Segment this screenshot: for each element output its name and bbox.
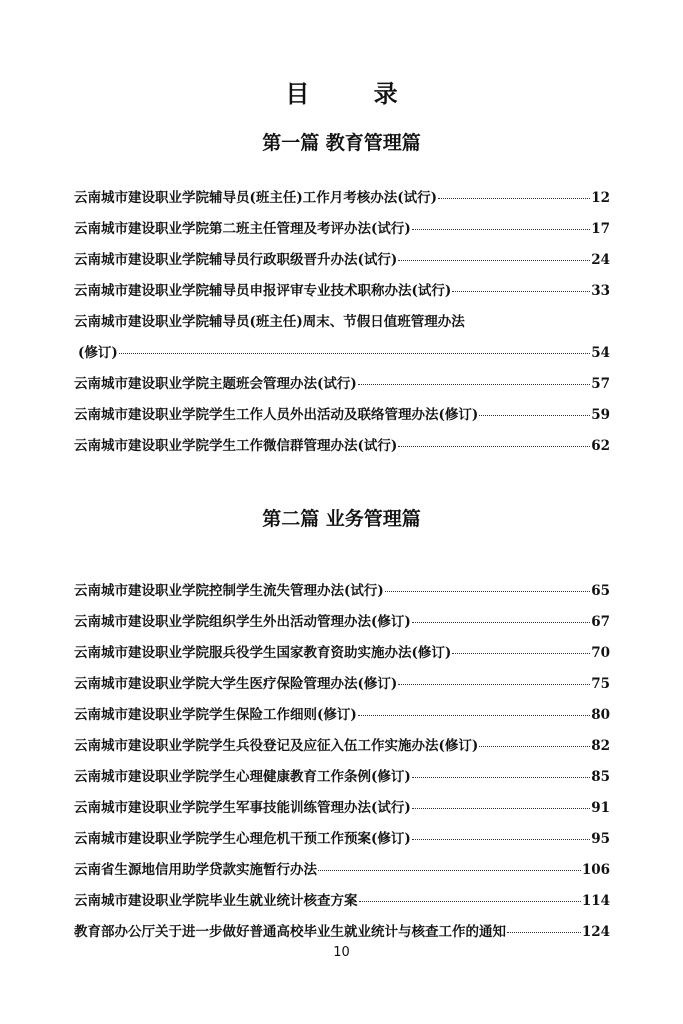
toc-entry-page: 12	[591, 190, 610, 206]
toc-entry[interactable]	[74, 827, 610, 858]
toc-entry-page: 85	[591, 769, 610, 785]
toc-entry-page: 24	[591, 252, 610, 268]
toc-leader	[412, 622, 590, 623]
toc-entry-page: 54	[591, 345, 610, 361]
toc-list-business	[74, 579, 610, 951]
toc-entry[interactable]	[74, 403, 610, 434]
toc-entry-title: 云南城市建设职业学院学生工作微信群管理办法(试行)	[74, 438, 398, 454]
toc-entry-title: 云南省生源地信用助学贷款实施暂行办法	[74, 862, 317, 878]
toc-entry-page: 80	[591, 707, 610, 723]
toc-entry-page: 59	[591, 407, 610, 423]
toc-entry-page: 124	[581, 924, 610, 940]
toc-entry-page: 67	[591, 614, 610, 630]
toc-entry-page: 82	[591, 738, 610, 754]
toc-entry[interactable]	[74, 434, 610, 465]
toc-entry-page: 57	[591, 376, 610, 392]
toc-entry-page: 75	[591, 676, 610, 692]
toc-leader	[479, 746, 590, 747]
toc-entry-title: 云南城市建设职业学院学生工作人员外出活动及联络管理办法(修订)	[74, 407, 479, 423]
toc-leader	[412, 777, 590, 778]
toc-entry[interactable]	[74, 248, 610, 279]
toc-entry[interactable]	[74, 796, 610, 827]
toc-entry-title: 云南城市建设职业学院辅导员(班主任)工作月考核办法(试行)	[74, 190, 438, 206]
toc-entry[interactable]	[74, 217, 610, 248]
toc-leader	[412, 229, 590, 230]
toc-entry-page: 62	[591, 438, 610, 454]
toc-entry-page: 91	[591, 800, 610, 816]
toc-entry-title: 云南城市建设职业学院辅导员行政职级晋升办法(试行)	[74, 252, 398, 268]
toc-entry-line2[interactable]	[74, 341, 610, 372]
toc-leader	[398, 446, 590, 447]
toc-entry-title: 云南城市建设职业学院毕业生就业统计核查方案	[74, 893, 358, 909]
toc-leader	[119, 353, 590, 354]
toc-entry[interactable]	[74, 641, 610, 672]
toc-entry-page: 114	[581, 893, 610, 909]
toc-leader	[412, 839, 590, 840]
toc-entry[interactable]	[74, 279, 610, 310]
toc-leader	[359, 901, 581, 902]
page-title: 目 录	[285, 79, 426, 108]
toc-entry[interactable]	[74, 372, 610, 403]
toc-leader	[398, 684, 590, 685]
toc-list-education	[74, 186, 610, 465]
toc-leader	[412, 808, 590, 809]
toc-entry-line1[interactable]	[74, 310, 610, 341]
toc-entry-title: 云南城市建设职业学院第二班主任管理及考评办法(试行)	[74, 221, 411, 237]
toc-entry-title: 云南城市建设职业学院辅导员申报评审专业技术职称办法(试行)	[74, 283, 452, 299]
toc-entry[interactable]	[74, 889, 610, 920]
toc-leader	[438, 198, 590, 199]
toc-entry-title: 云南城市建设职业学院控制学生流失管理办法(试行)	[74, 583, 384, 599]
toc-entry-page: 70	[591, 645, 610, 661]
toc-entry-title-continued: (修订)	[78, 345, 118, 361]
toc-entry-title: 云南城市建设职业学院组织学生外出活动管理办法(修订)	[74, 614, 411, 630]
toc-entry-title: 云南城市建设职业学院学生心理危机干预工作预案(修订)	[74, 831, 411, 847]
toc-entry-title: 云南城市建设职业学院学生军事技能训练管理办法(试行)	[74, 800, 411, 816]
toc-entry-title: 云南城市建设职业学院主题班会管理办法(试行)	[74, 376, 357, 392]
toc-entry[interactable]	[74, 672, 610, 703]
toc-entry-title: 云南城市建设职业学院辅导员(班主任)周末、节假日值班管理办法	[74, 314, 465, 330]
page-number: 10	[333, 945, 350, 960]
toc-leader	[479, 415, 590, 416]
toc-leader	[398, 260, 590, 261]
toc-entry-page: 65	[591, 583, 610, 599]
section-heading-education: 第一篇 教育管理篇	[262, 132, 421, 154]
toc-entry[interactable]	[74, 610, 610, 641]
toc-entry-page: 17	[591, 221, 610, 237]
toc-entry-title: 云南城市建设职业学院学生兵役登记及应征入伍工作实施办法(修订)	[74, 738, 479, 754]
toc-leader	[318, 870, 581, 871]
toc-entry[interactable]	[74, 765, 610, 796]
toc-leader	[358, 384, 590, 385]
toc-entry[interactable]	[74, 858, 610, 889]
section-heading-business: 第二篇 业务管理篇	[262, 508, 421, 530]
toc-entry-title: 教育部办公厅关于进一步做好普通高校毕业生就业统计与核查工作的通知	[74, 924, 506, 940]
toc-leader	[358, 715, 590, 716]
toc-leader	[385, 591, 590, 592]
toc-leader	[507, 932, 581, 933]
toc-entry-title: 云南城市建设职业学院服兵役学生国家教育资助实施办法(修订)	[74, 645, 452, 661]
toc-entry-title: 云南城市建设职业学院大学生医疗保险管理办法(修订)	[74, 676, 398, 692]
toc-entry[interactable]	[74, 703, 610, 734]
toc-entry[interactable]	[74, 186, 610, 217]
toc-entry[interactable]	[74, 734, 610, 765]
toc-entry-page: 95	[591, 831, 610, 847]
toc-entry-title: 云南城市建设职业学院学生心理健康教育工作条例(修订)	[74, 769, 411, 785]
toc-entry-page: 33	[591, 283, 610, 299]
toc-entry[interactable]	[74, 579, 610, 610]
toc-leader	[452, 653, 590, 654]
toc-entry-page: 106	[581, 862, 610, 878]
toc-leader	[452, 291, 590, 292]
toc-entry-title: 云南城市建设职业学院学生保险工作细则(修订)	[74, 707, 357, 723]
